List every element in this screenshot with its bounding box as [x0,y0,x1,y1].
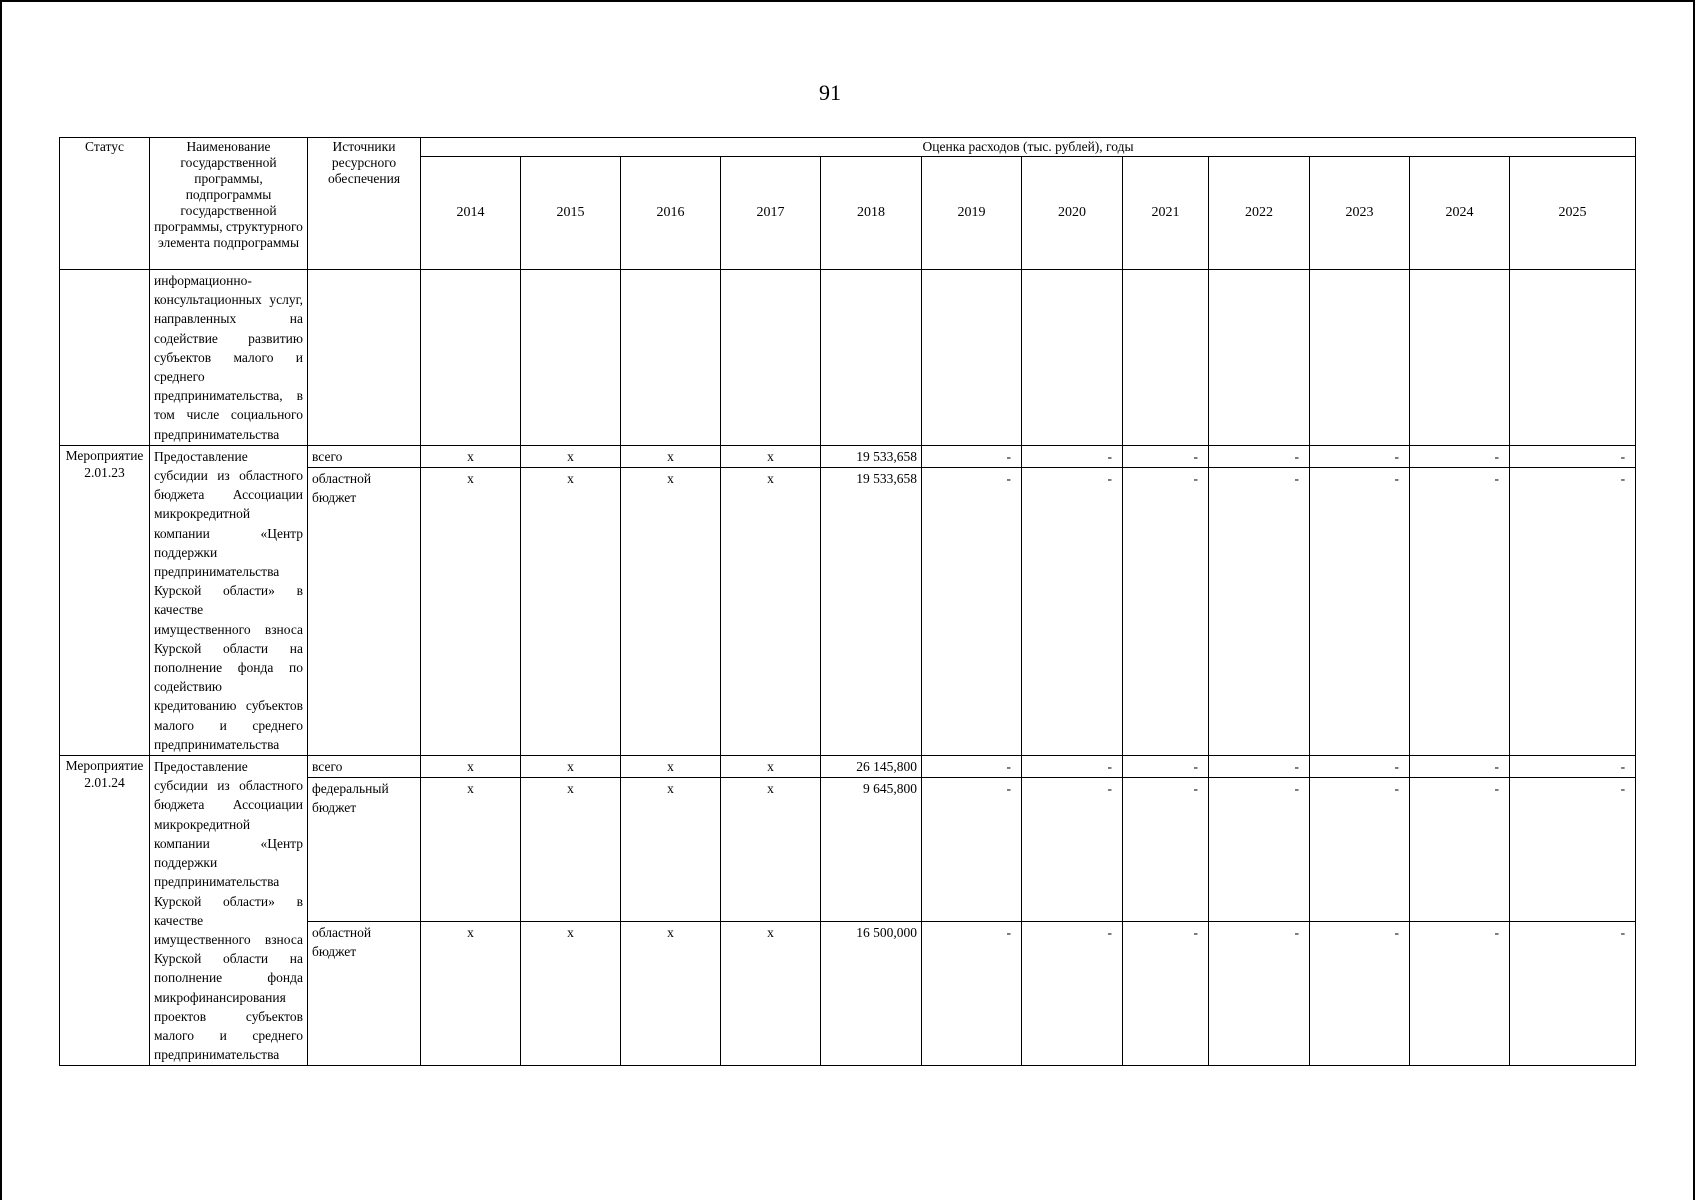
header-year: 2024 [1410,157,1510,270]
value-cell: - [922,922,1022,1066]
source-cell: областной бюджет [308,922,421,1066]
value-cell: - [1310,778,1410,922]
value-cell: - [1310,445,1410,467]
header-year: 2022 [1209,157,1310,270]
value-cell: - [922,756,1022,778]
value-cell: - [1123,445,1209,467]
value-cell: - [1510,756,1636,778]
value-cell: x [521,778,621,922]
value-cell: - [1209,445,1310,467]
value-cell: x [621,467,721,755]
measure-status: Мероприятие 2.01.24 [60,756,150,1066]
source-cell: федеральный бюджет [308,778,421,922]
page-number: 91 [819,80,841,105]
value-cell: - [1410,445,1510,467]
header-year: 2015 [521,157,621,270]
header-year: 2016 [621,157,721,270]
value-cell: x [621,445,721,467]
source-cell: всего [308,756,421,778]
value-cell: x [421,467,521,755]
value-cell: - [1410,922,1510,1066]
header-sources: Источники ресурсного обеспечения [308,138,421,270]
value-cell: x [721,467,821,755]
value-cell: x [721,778,821,922]
value-cell: - [1310,922,1410,1066]
value-cell: - [1209,756,1310,778]
value-cell: x [721,922,821,1066]
value-cell: - [1510,922,1636,1066]
value-cell: x [721,756,821,778]
header-status: Статус [60,138,150,270]
value-cell: - [1410,756,1510,778]
page-frame-top [0,0,1695,2]
value-cell: - [1209,467,1310,755]
value-cell: x [421,756,521,778]
value-cell: - [1209,922,1310,1066]
header-year: 2023 [1310,157,1410,270]
value-cell: - [1310,467,1410,755]
source-cell: всего [308,445,421,467]
value-cell: x [621,756,721,778]
table-row [60,756,1636,778]
value-cell: - [1123,467,1209,755]
value-cell: - [1310,756,1410,778]
value-cell: - [1123,756,1209,778]
value-cell: x [521,756,621,778]
value-cell: x [521,467,621,755]
value-cell: - [1022,756,1123,778]
value-cell: x [521,445,621,467]
value-cell: - [1510,778,1636,922]
value-cell: - [1410,467,1510,755]
status-cell [60,270,150,446]
value-cell: 16 500,000 [821,922,922,1066]
expenses-table [59,137,1636,1066]
value-cell: x [421,922,521,1066]
value-cell: - [1022,445,1123,467]
header-year: 2019 [922,157,1022,270]
value-cell: x [621,778,721,922]
value-cell: x [521,922,621,1066]
header-year: 2017 [721,157,821,270]
value-cell: x [421,445,521,467]
header-year: 2021 [1123,157,1209,270]
value-cell: x [621,922,721,1066]
page-frame-left [0,0,2,1200]
value-cell: - [1510,445,1636,467]
value-cell: 19 533,658 [821,445,922,467]
source-cell: областной бюджет [308,467,421,755]
value-cell: - [922,778,1022,922]
value-cell: - [1410,778,1510,922]
source-cell [308,270,421,446]
value-cell: - [1123,778,1209,922]
value-cell: - [1022,922,1123,1066]
value-cell: 19 533,658 [821,467,922,755]
value-cell: - [922,467,1022,755]
table-row [60,445,1636,467]
header-year: 2014 [421,157,521,270]
value-cell: - [1022,467,1123,755]
value-cell: - [1123,922,1209,1066]
header-name: Наименование государственной программы, подпрограммы государственной программы, структурного элемента подпрограммы [150,138,308,270]
value-cell: 26 145,800 [821,756,922,778]
header-year: 2020 [1022,157,1123,270]
value-cell: - [1209,778,1310,922]
measure-name: информационно-консультационных услуг, направленных на содействие развитию субъектов малого и среднего предпринимательства, в том числе социального предпринимательства [150,270,308,446]
value-cell: - [1022,778,1123,922]
header-year: 2025 [1510,157,1636,270]
measure-status: Мероприятие 2.01.23 [60,445,150,755]
value-cell: - [1510,467,1636,755]
value-cell: x [721,445,821,467]
table-row [60,270,1636,446]
header-year: 2018 [821,157,922,270]
measure-name: Предоставление субсидии из областного бюджета Ассоциации микрокредитной компании «Центр поддержки предпринимательства Курской области» в качестве имущественного взноса Курской области на пополнение фонда по содействию кредитованию субъектов малого и среднего предпринимательства [150,445,308,755]
value-cell: 9 645,800 [821,778,922,922]
value-cell: x [421,778,521,922]
value-cell: - [922,445,1022,467]
header-expenses: Оценка расходов (тыс. рублей), годы [421,138,1636,157]
measure-name: Предоставление субсидии из областного бюджета Ассоциации микрокредитной компании «Центр поддержки предпринимательства Курской области» в качестве имущественного взноса Курской области на пополнение фонда микрофинансирования проектов субъектов малого и среднего предпринимательства [150,756,308,1066]
